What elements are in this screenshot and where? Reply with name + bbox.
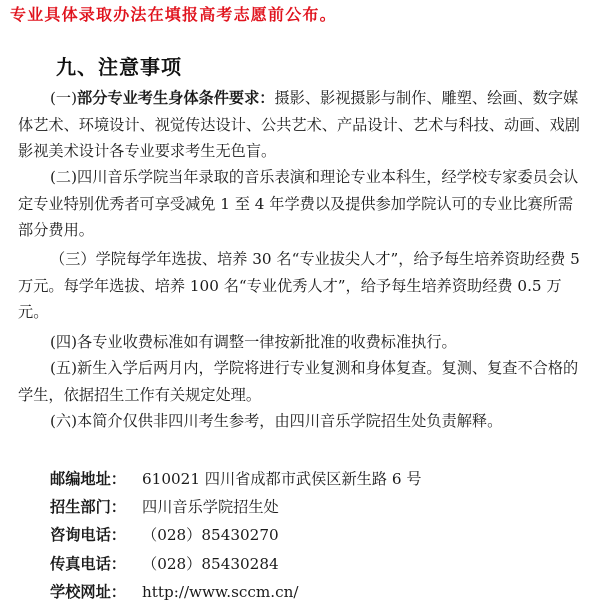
note-item-1-heading: 部分专业考生身体条件要求： [77,89,275,107]
contact-fax [50,552,279,576]
note-item-2 [18,164,584,244]
contact-phone-label: 咨询电话： [50,526,126,544]
note-item-4-text: 各专业收费标准如有调整一律按新批准的收费标准执行。 [77,333,457,351]
contact-fax-label: 传真电话： [50,555,126,573]
contact-website-link[interactable]: http://www.sccm.cn/ [142,583,299,601]
note-item-2-prefix: (二) [50,168,78,186]
note-item-6-prefix: (六) [50,412,78,430]
note-item-6-text: 本简介仅供非四川考生参考，由四川音乐学院招生处负责解释。 [77,412,503,430]
note-item-5-text: 新生入学后两月内，学院将进行专业复测和身体复查。复测、复查不合格的学生，依据招生工作有关规定处理。 [18,359,579,404]
contact-address-label: 邮编地址： [50,470,126,488]
note-item-1-text: 摄影、影视摄影与制作、雕塑、绘画、数字媒体艺术、环境设计、视觉传达设计、公共艺术、产品设计、艺术与科技、动画、戏剧影视美术设计各专业要求考生无色盲。 [18,89,580,160]
note-item-1-prefix: (一) [50,89,78,107]
contact-website-label: 学校网址： [50,583,126,601]
note-item-3-text: 学院每学年选拔、培养 30 名“专业拔尖人才”，给予每生培养资助经费 5 万元。每学年选拔、培养 100 名“专业优秀人才”，给予每生培养资助经费 0.5 万元。 [18,250,580,321]
note-item-5 [18,355,584,408]
note-item-4-prefix: (四) [50,333,78,351]
note-item-4 [18,329,584,356]
note-item-3-prefix: （三） [50,250,96,268]
note-item-3 [18,246,584,326]
contact-fax-value: （028）85430284 [142,555,279,573]
contact-address [50,467,422,491]
note-item-5-prefix: (五) [50,359,78,377]
contact-phone [50,523,279,547]
note-item-6 [18,408,584,435]
contact-website [50,580,299,604]
admission-notice: 专业具体录取办法在填报高考志愿前公布。 [10,5,337,24]
contact-address-value: 610021 四川省成都市武侯区新生路 6 号 [142,470,422,488]
contact-department [50,495,279,519]
contact-phone-value: （028）85430270 [142,526,279,544]
section-title: 九、注意事项 [56,55,182,79]
note-item-1 [18,85,584,165]
note-item-2-text: 四川音乐学院当年录取的音乐表演和理论专业本科生，经学校专家委员会认定专业特别优秀者可享受减免 1 至 4 年学费以及提供参加学院认可的专业比赛所需部分费用。 [18,168,579,239]
contact-department-value: 四川音乐学院招生处 [142,498,279,516]
contact-department-label: 招生部门： [50,498,126,516]
